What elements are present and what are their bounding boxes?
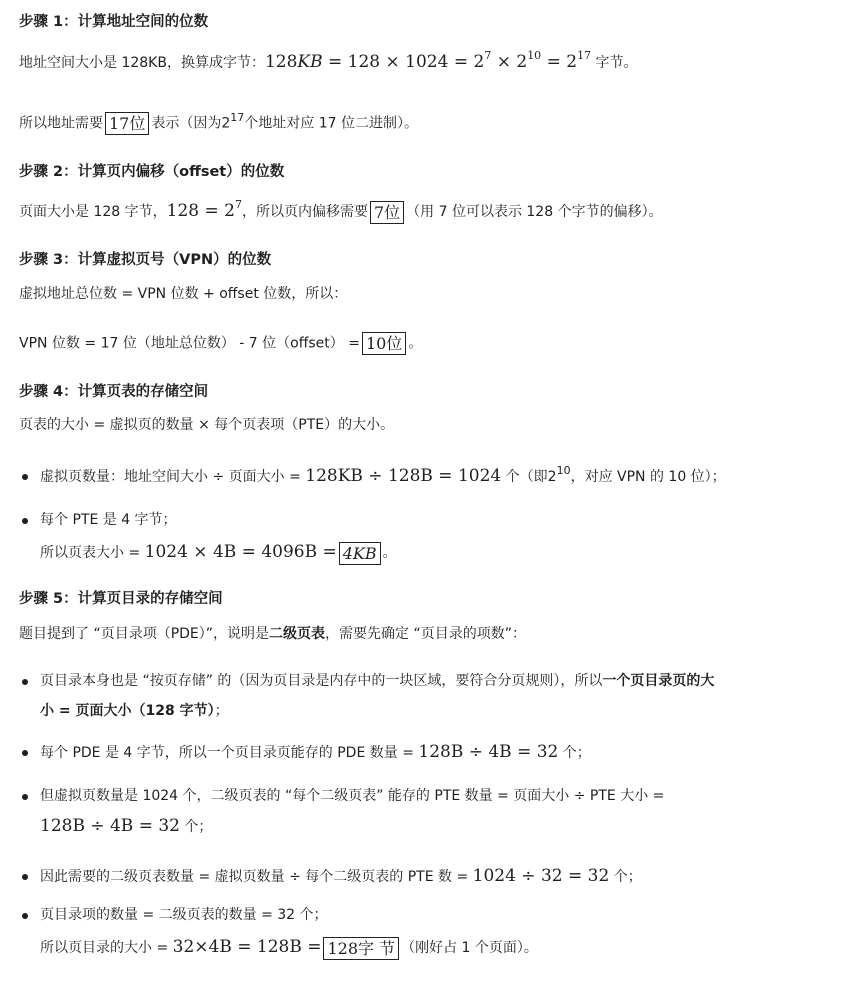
step2-heading: 步骤 2：计算页内偏移（offset）的位数: [19, 164, 285, 180]
bullet-icon: [22, 750, 28, 756]
bullet-icon: [22, 474, 28, 480]
step1-heading: 步骤 1：计算地址空间的位数: [19, 14, 209, 30]
step3-line2: VPN 位数 = 17 位（地址总位数） - 7 位（offset） = 10位 。: [19, 334, 423, 353]
step5-intro: 题目提到了 “页目录项（PDE）”，说明是二级页表，需要先确定 “页目录的项数”：: [19, 626, 526, 642]
answer-box-10bit: 10位: [362, 332, 406, 355]
step1-line2: 所以地址需要 17位 表示（因为$2^{17}$个地址对应 17 位二进制）。: [19, 110, 419, 133]
bullet-icon: [22, 794, 28, 800]
bullet-icon: [22, 679, 28, 685]
bullet-icon: [22, 518, 28, 524]
bullet-icon: [22, 874, 28, 880]
step3-line1: 虚拟地址总位数 = VPN 位数 + offset 位数，所以：: [19, 286, 348, 302]
answer-box-17bit: 17位: [105, 112, 149, 135]
bullet-icon: [22, 913, 28, 919]
step1-line1: 地址空间大小是 128KB，换算成字节：$128KB = 128 \times 1024 = 2^7 \times 2^{10} = 2^{17}$ 字节。: [19, 49, 638, 72]
step1-line1-text: 地址空间大小是 128KB，换算成字节：: [19, 55, 265, 71]
step1-line1-math: $128KB = 128 \times 1024 = 2^7 \times 2^{10} = 2^{17}$: [264, 49, 592, 72]
step5-heading: 步骤 5：计算页目录的存储空间: [19, 591, 223, 607]
step2-line: 页面大小是 128 字节，$128 = 2^7$，所以页内偏移需要 7位 （用 7 位可以表示 128 个字节的偏移）。: [19, 198, 663, 222]
step3-heading: 步骤 3：计算虚拟页号（VPN）的位数: [19, 252, 272, 268]
answer-box-4kb: 4KB: [339, 542, 381, 565]
step4-line1: 页表的大小 = 虚拟页的数量 × 每个页表项（PTE）的大小。: [19, 417, 395, 433]
answer-box-7bit: 7位: [370, 201, 404, 224]
answer-box-128bytes: 128字 节: [323, 937, 399, 960]
step4-heading: 步骤 4：计算页表的存储空间: [19, 384, 209, 400]
